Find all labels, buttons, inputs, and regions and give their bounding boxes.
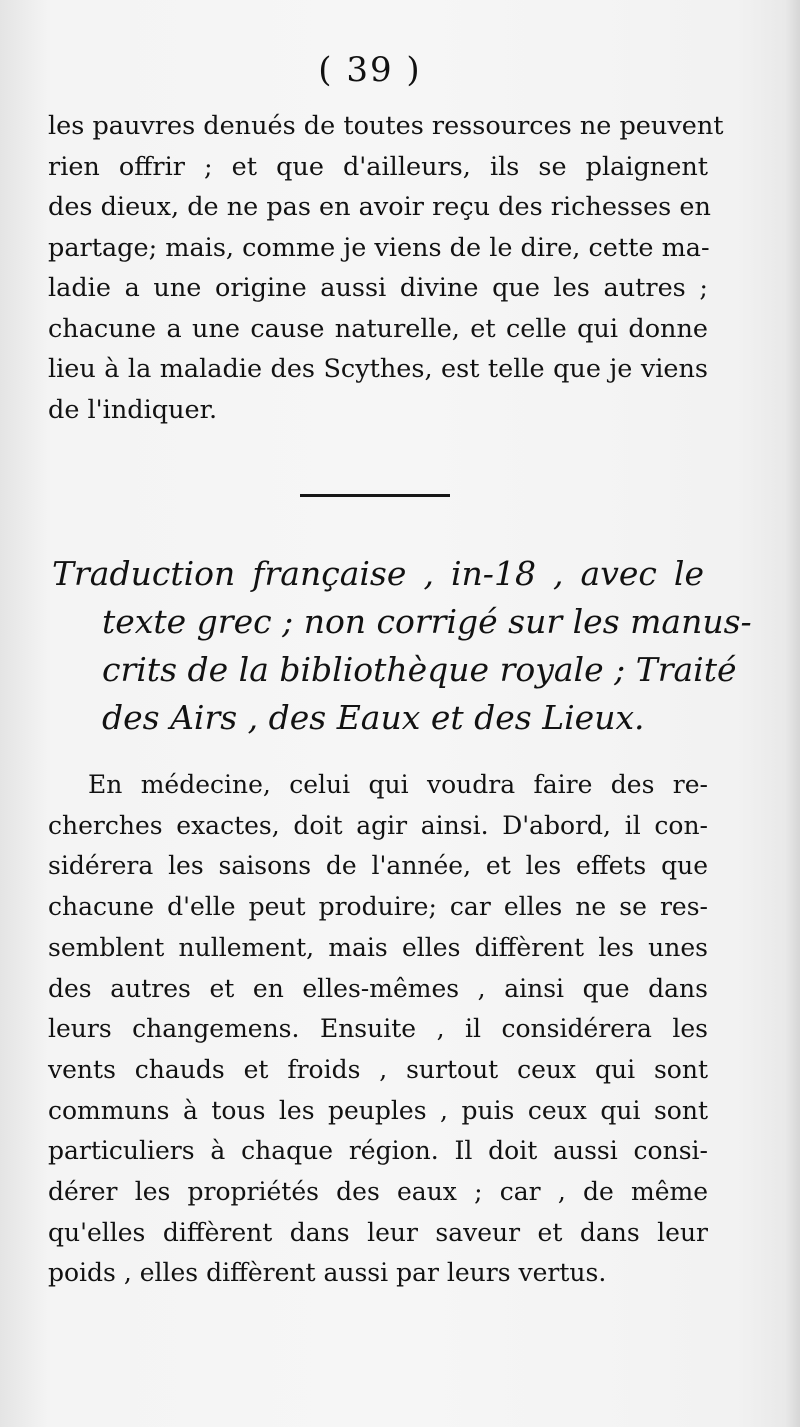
text-line: partage; mais, comme je viens de le dire, cette ma- bbox=[48, 232, 710, 263]
text-line: des autres et en elles-mêmes , ainsi que dans bbox=[48, 973, 708, 1003]
text-line: particuliers à chaque région. Il doit aussi consi- bbox=[48, 1136, 708, 1166]
text-line: lieu à la maladie des Scythes, est telle que je viens bbox=[48, 354, 708, 384]
page-number: ( 39 ) bbox=[318, 50, 422, 90]
text-line: communs à tous les peuples , puis ceux qui sont bbox=[48, 1095, 708, 1125]
paragraph-continued bbox=[48, 106, 724, 430]
heading-line: Traduction française , in-18 , avec le bbox=[52, 554, 704, 593]
paragraph-main bbox=[48, 765, 708, 1294]
text-line: chacune a une cause naturelle, et celle qui donne bbox=[48, 313, 708, 344]
text-line: poids , elles diffèrent aussi par leurs vertus. bbox=[48, 1258, 607, 1288]
text-line: ladie a une origine aussi divine que les autres ; bbox=[48, 273, 708, 303]
text-line: des dieux, de ne pas en avoir reçu des richesses en bbox=[48, 192, 711, 222]
text-line: cherches exactes, doit agir ainsi. D'abord, il con- bbox=[48, 810, 708, 840]
page-edge bbox=[786, 0, 800, 1427]
section-divider bbox=[300, 494, 450, 497]
heading-line: des Airs , des Eaux et des Lieux. bbox=[102, 698, 645, 737]
heading-line: texte grec ; non corrigé sur les manus- bbox=[102, 602, 752, 641]
text-line: chacune d'elle peut produire; car elles ne se res- bbox=[48, 892, 708, 922]
text-line: qu'elles diffèrent dans leur saveur et dans leur bbox=[48, 1217, 708, 1247]
text-line: rien offrir ; et que d'ailleurs, ils se plaignent bbox=[48, 151, 708, 182]
text-line: En médecine, celui qui voudra faire des re- bbox=[88, 770, 708, 799]
text-line: dérer les propriétés des eaux ; car , de même bbox=[48, 1177, 708, 1207]
text-line: vents chauds et froids , surtout ceux qui sont bbox=[48, 1054, 708, 1084]
heading-line: crits de la bibliothèque royale ; Traité bbox=[102, 650, 737, 689]
section-heading bbox=[52, 550, 752, 742]
text-line: leurs changemens. Ensuite , il considérera les bbox=[48, 1014, 708, 1044]
text-line: de l'indiquer. bbox=[48, 394, 218, 425]
text-line: les pauvres denués de toutes ressources ne peuvent bbox=[48, 111, 724, 141]
text-line: semblent nullement, mais elles diffèrent les unes bbox=[48, 932, 708, 962]
text-line: sidérera les saisons de l'année, et les effets que bbox=[48, 851, 708, 881]
